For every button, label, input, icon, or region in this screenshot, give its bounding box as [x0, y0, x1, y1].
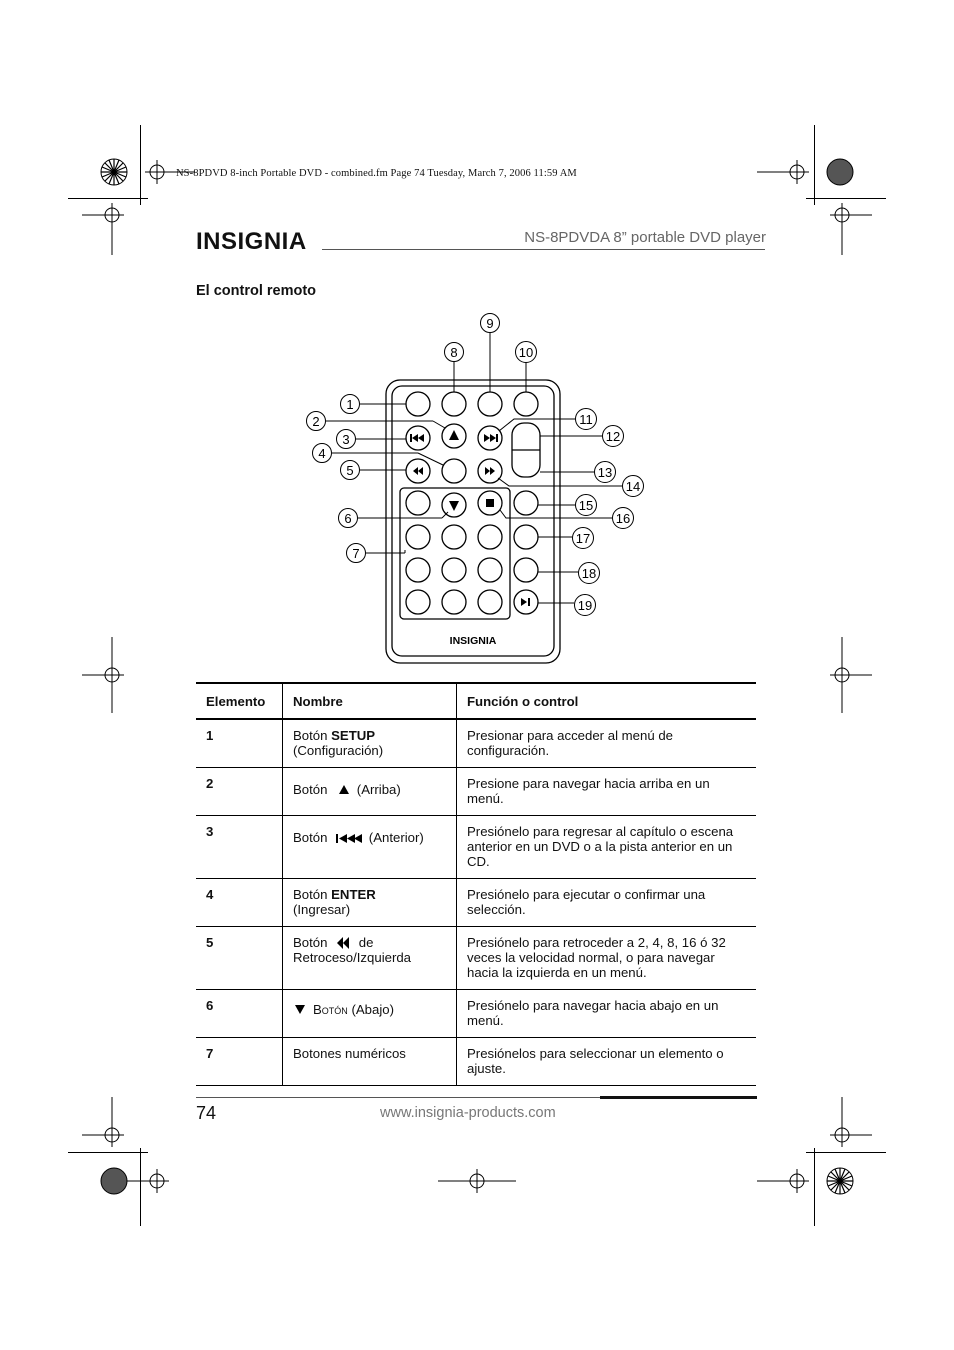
section-title: El control remoto — [196, 283, 317, 299]
callout-4 — [313, 444, 332, 463]
page-number: 74 — [196, 1103, 217, 1123]
svg-text:8: 8 — [450, 345, 458, 360]
item-name: Botón (Arriba) — [283, 768, 457, 816]
registration-target-icon — [757, 160, 809, 184]
play-pause-icon — [521, 598, 530, 606]
footer-url: www.insignia-products.com — [380, 1105, 556, 1121]
footer-divider-accent — [600, 1096, 757, 1099]
item-name: Botones numéricos — [283, 1038, 457, 1086]
remote-control-diagram — [300, 310, 660, 670]
next-icon — [484, 434, 498, 442]
slug-line: NS-8PDVD 8-inch Portable DVD - combined.fm Page 74 Tuesday, March 7, 2006 11:59 AM — [176, 168, 577, 179]
item-name: Botón de Retroceso/Izquierda — [283, 927, 457, 990]
gray-dot-icon — [101, 1168, 127, 1194]
registration-target-icon — [757, 1169, 809, 1193]
star-target-icon — [827, 1168, 853, 1194]
previous-icon — [335, 832, 363, 844]
callout-9 — [481, 314, 500, 333]
svg-text:9: 9 — [486, 316, 494, 331]
svg-text:1: 1 — [346, 397, 354, 412]
stop-icon — [486, 499, 494, 507]
item-number: 5 — [196, 927, 283, 990]
fast-forward-icon — [485, 467, 495, 475]
header-divider — [322, 249, 765, 250]
item-function: Presiónelos para seleccionar un elemento o ajuste. — [457, 1038, 757, 1086]
gray-dot-icon — [827, 159, 853, 185]
item-function: Presionar para acceder al menú de configuración. — [457, 719, 757, 768]
item-name: Botón ENTER (Ingresar) — [283, 879, 457, 927]
item-function: Presiónelo para retroceder a 2, 4, 8, 16 ó 32 veces la velocidad normal, o para navegar hacia la izquierda en un menú. — [457, 927, 757, 990]
item-number: 1 — [196, 719, 283, 768]
callout-18 — [579, 563, 600, 584]
column-header: Nombre — [283, 683, 457, 719]
registration-target-icon — [82, 203, 124, 255]
svg-text:19: 19 — [577, 598, 593, 613]
callout-6 — [339, 509, 358, 528]
svg-text:18: 18 — [581, 566, 597, 581]
table-row — [196, 1038, 756, 1086]
registration-target-icon — [82, 1097, 124, 1147]
svg-text:4: 4 — [318, 446, 326, 461]
svg-text:17: 17 — [575, 531, 591, 546]
callout-11 — [576, 409, 597, 430]
registration-target-icon — [830, 203, 872, 255]
item-function: Presione para navegar hacia arriba en un menú. — [457, 768, 757, 816]
rewind-icon — [335, 936, 351, 950]
callout-5 — [341, 461, 360, 480]
svg-text:11: 11 — [579, 412, 593, 427]
table-row — [196, 990, 756, 1038]
down-arrow-icon — [293, 1003, 307, 1015]
table-row — [196, 719, 756, 768]
item-number: 2 — [196, 768, 283, 816]
svg-text:16: 16 — [615, 511, 631, 526]
svg-text:3: 3 — [342, 432, 350, 447]
callout-7 — [347, 544, 366, 563]
registration-target-icon — [438, 1169, 516, 1193]
item-name: Botón (Abajo) — [283, 990, 457, 1038]
callout-12 — [603, 426, 624, 447]
up-arrow-icon — [337, 783, 351, 795]
svg-text:13: 13 — [597, 465, 613, 480]
callout-2 — [307, 412, 326, 431]
item-function: Presiónelo para navegar hacia abajo en un menú. — [457, 990, 757, 1038]
item-name: Botón (Anterior) — [283, 816, 457, 879]
registration-target-icon — [830, 1097, 872, 1147]
callout-17 — [573, 528, 594, 549]
table-row — [196, 768, 756, 816]
callout-1 — [341, 395, 360, 414]
column-header: Elemento — [196, 683, 283, 719]
svg-text:12: 12 — [605, 429, 621, 444]
remote-body — [386, 380, 560, 663]
brand-logo: INSIGNIA — [196, 228, 307, 255]
callout-19 — [575, 595, 596, 616]
callout-14 — [623, 476, 644, 497]
down-arrow-icon — [449, 501, 459, 511]
up-arrow-icon — [449, 430, 459, 440]
table-row — [196, 927, 756, 990]
svg-text:5: 5 — [346, 463, 354, 478]
item-number: 7 — [196, 1038, 283, 1086]
callout-13 — [595, 462, 616, 483]
item-number: 6 — [196, 990, 283, 1038]
callout-10 — [516, 342, 537, 363]
svg-text:10: 10 — [518, 345, 534, 360]
registration-target-icon — [82, 637, 124, 713]
enter-button — [442, 459, 466, 483]
callout-16 — [613, 508, 634, 529]
svg-text:7: 7 — [352, 546, 360, 561]
remote-buttons-table — [196, 682, 756, 1086]
svg-text:15: 15 — [578, 498, 594, 513]
svg-text:14: 14 — [625, 479, 641, 494]
item-number: 4 — [196, 879, 283, 927]
setup-button — [406, 392, 430, 416]
item-function: Presiónelo para ejecutar o confirmar una selección. — [457, 879, 757, 927]
item-number: 3 — [196, 816, 283, 879]
column-header: Función o control — [457, 683, 757, 719]
table-header-row — [196, 683, 756, 719]
previous-icon — [410, 434, 424, 442]
callout-15 — [576, 495, 597, 516]
callout-8 — [445, 343, 464, 362]
page-header-title: NS-8PDVDA 8” portable DVD player — [524, 229, 766, 246]
callout-3 — [337, 430, 356, 449]
rewind-icon — [413, 467, 423, 475]
table-row — [196, 816, 756, 879]
star-target-icon — [101, 159, 127, 185]
svg-text:6: 6 — [344, 511, 352, 526]
item-name: Botón SETUP (Configuración) — [283, 719, 457, 768]
item-function: Presiónelo para regresar al capítulo o escena anterior en un DVD o a la pista anterior en un CD. — [457, 816, 757, 879]
svg-text:2: 2 — [312, 414, 320, 429]
registration-target-icon — [830, 637, 872, 713]
remote-logo: INSIGNIA — [449, 635, 497, 647]
table-row — [196, 879, 756, 927]
